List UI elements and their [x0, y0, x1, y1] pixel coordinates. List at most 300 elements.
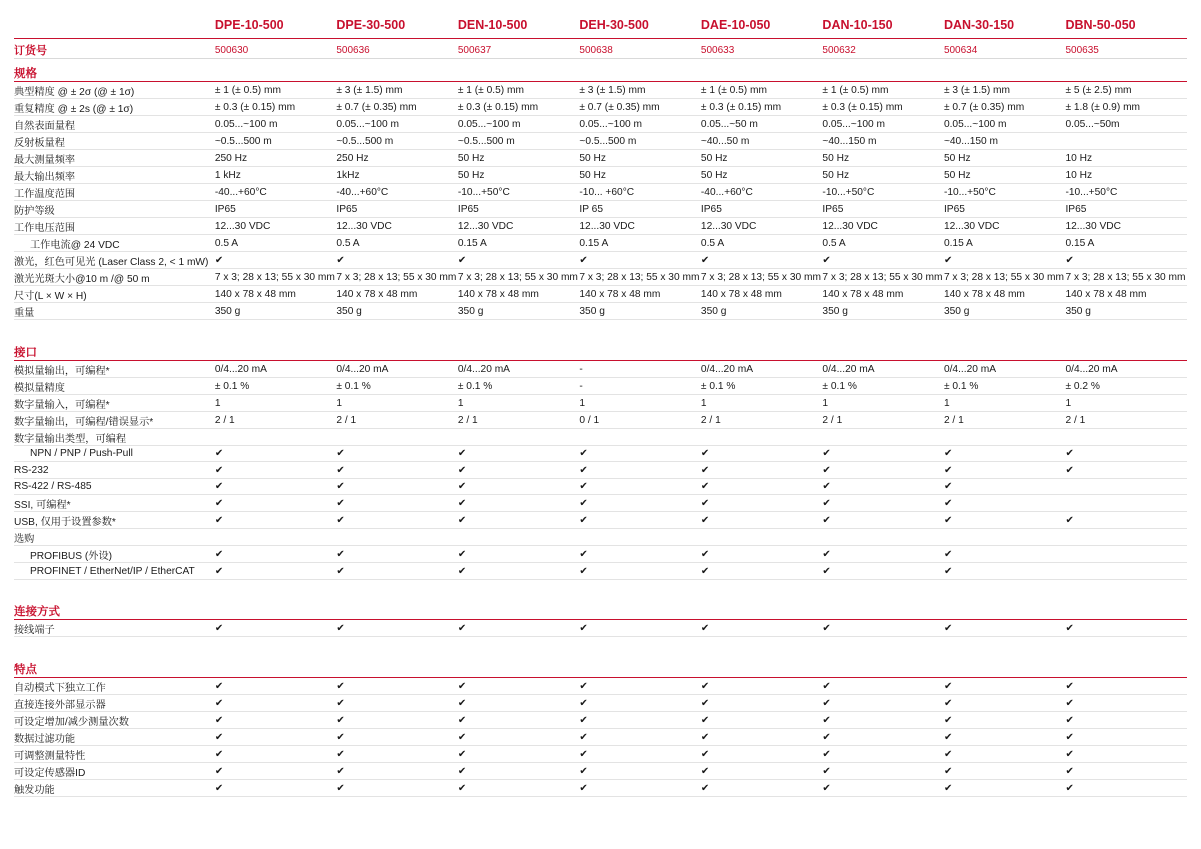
table-row — [14, 563, 1187, 580]
spec-cell: 0.05...~50 m — [701, 116, 823, 133]
spec-cell: 12...30 VDC — [1065, 218, 1187, 235]
spec-cell: 0.05...~100 m — [579, 116, 701, 133]
spec-cell: -10...+50°C — [944, 184, 1066, 201]
interface-row-label: SSI, 可编程* — [14, 495, 215, 512]
table-row — [14, 377, 1187, 394]
spec-cell: -40...+60°C — [701, 184, 823, 201]
feature-cell — [336, 711, 458, 728]
section-specifications-rule — [701, 59, 823, 82]
interface-cell: ± 0.1 % — [944, 377, 1066, 394]
connection-cell — [458, 620, 580, 637]
feature-cell — [215, 677, 337, 694]
check-icon: ✔ — [336, 782, 345, 794]
interface-cell — [336, 445, 458, 462]
section-interface-rule — [458, 338, 580, 361]
check-icon: ✔ — [822, 464, 831, 476]
interface-cell — [579, 445, 701, 462]
interface-cell: 2 / 1 — [215, 411, 337, 428]
feature-cell — [1065, 711, 1187, 728]
check-icon: ✔ — [1065, 765, 1074, 777]
table-row — [14, 394, 1187, 411]
check-icon: ✔ — [579, 623, 588, 635]
table-row — [14, 252, 1187, 269]
interface-cell — [1065, 529, 1187, 546]
interface-cell: 1 — [579, 394, 701, 411]
spec-cell: 350 g — [1065, 303, 1187, 320]
check-icon: ✔ — [700, 448, 710, 460]
interface-row-label: 选购 — [14, 529, 215, 546]
check-icon: ✔ — [700, 714, 710, 726]
interface-cell — [944, 445, 1066, 462]
table-row — [14, 694, 1187, 711]
spec-cell: 1kHz — [336, 167, 458, 184]
interface-row-label: PROFINET / EtherNet/IP / EtherCAT — [14, 563, 215, 580]
section-features-rule — [458, 655, 580, 678]
section-interface-rule — [1065, 338, 1187, 361]
feature-cell — [1065, 694, 1187, 711]
interface-cell — [336, 462, 458, 479]
spec-cell: 50 Hz — [701, 167, 823, 184]
interface-cell — [215, 546, 337, 563]
check-icon: ✔ — [457, 765, 467, 777]
check-icon: ✔ — [336, 549, 345, 561]
interface-cell — [579, 546, 701, 563]
feature-cell — [579, 711, 701, 728]
interface-row-label: 数字量输入，可编程* — [14, 394, 215, 411]
header-corner — [14, 18, 215, 39]
interface-cell — [822, 495, 944, 512]
feature-cell — [458, 745, 580, 762]
feature-cell — [944, 677, 1066, 694]
spec-cell — [822, 252, 944, 269]
spec-row-label: 激光，红色可见光 (Laser Class 2, < 1 mW) — [14, 252, 215, 269]
spec-row-label: 重复精度 @ ± 2s (@ ± 1σ) — [14, 99, 215, 116]
spec-cell: ± 1 (± 0.5) mm — [458, 82, 580, 99]
spec-cell: 12...30 VDC — [336, 218, 458, 235]
spec-cell: 50 Hz — [701, 150, 823, 167]
spec-cell: 50 Hz — [458, 167, 580, 184]
interface-cell — [822, 478, 944, 495]
spec-cell: 0.05...~50m — [1065, 116, 1187, 133]
feature-cell — [701, 728, 823, 745]
spec-cell: ± 0.3 (± 0.15) mm — [458, 99, 580, 116]
check-icon: ✔ — [700, 748, 710, 760]
spec-cell: 10 Hz — [1065, 167, 1187, 184]
order-number-value: 500634 — [944, 39, 1066, 59]
spec-cell: 12...30 VDC — [822, 218, 944, 235]
check-icon: ✔ — [1065, 464, 1074, 476]
interface-cell — [1065, 445, 1187, 462]
interface-cell: ± 0.1 % — [458, 377, 580, 394]
section-specifications-rule — [458, 59, 580, 82]
check-icon: ✔ — [943, 623, 953, 635]
section-interface-rule — [944, 338, 1066, 361]
spec-cell: ~40...50 m — [701, 133, 823, 150]
feature-cell — [458, 694, 580, 711]
feature-cell — [215, 728, 337, 745]
interface-cell — [822, 445, 944, 462]
interface-cell: 2 / 1 — [336, 411, 458, 428]
spec-cell: 10 Hz — [1065, 150, 1187, 167]
spec-cell: -10...+50°C — [822, 184, 944, 201]
interface-cell: 2 / 1 — [822, 411, 944, 428]
interface-row-label: 数字量输出类型，可编程 — [14, 428, 215, 445]
table-row — [14, 286, 1187, 303]
check-icon: ✔ — [700, 549, 710, 561]
table-row — [14, 711, 1187, 728]
check-icon: ✔ — [457, 515, 467, 527]
spec-cell — [458, 252, 580, 269]
check-icon: ✔ — [822, 515, 831, 527]
section-features — [14, 655, 1187, 678]
interface-cell — [458, 546, 580, 563]
feature-cell — [215, 694, 337, 711]
check-icon: ✔ — [700, 515, 710, 527]
order-number-row — [14, 39, 1187, 59]
check-icon: ✔ — [700, 697, 710, 709]
check-icon: ✔ — [214, 498, 224, 510]
feature-cell — [701, 677, 823, 694]
interface-cell — [215, 445, 337, 462]
interface-cell — [215, 462, 337, 479]
check-icon: ✔ — [943, 464, 953, 476]
interface-cell: 0/4...20 mA — [822, 360, 944, 377]
table-row — [14, 779, 1187, 796]
spec-cell: 12...30 VDC — [579, 218, 701, 235]
interface-cell: 0/4...20 mA — [701, 360, 823, 377]
check-icon: ✔ — [822, 255, 831, 266]
spec-cell: 140 x 78 x 48 mm — [944, 286, 1066, 303]
spec-cell: ~40...150 m — [822, 133, 944, 150]
spec-cell: 0.05...~100 m — [336, 116, 458, 133]
spec-cell — [1065, 133, 1187, 150]
spec-cell: 140 x 78 x 48 mm — [336, 286, 458, 303]
interface-cell: - — [579, 360, 701, 377]
spec-cell: 12...30 VDC — [215, 218, 337, 235]
interface-row-label: RS-422 / RS-485 — [14, 478, 215, 495]
spec-cell — [701, 252, 823, 269]
feature-row-label: 触发功能 — [14, 779, 215, 796]
check-icon: ✔ — [214, 623, 224, 635]
interface-row-label: RS-232 — [14, 462, 215, 479]
interface-cell — [336, 428, 458, 445]
spec-cell: ~0.5...500 m — [215, 133, 337, 150]
check-icon: ✔ — [579, 549, 588, 561]
connection-cell — [1065, 620, 1187, 637]
interface-row-label: 模拟量精度 — [14, 377, 215, 394]
check-icon: ✔ — [579, 748, 588, 760]
check-icon: ✔ — [457, 498, 467, 510]
connection-cell — [944, 620, 1066, 637]
section-specifications-rule — [336, 59, 458, 82]
spec-cell: 50 Hz — [822, 167, 944, 184]
interface-cell — [944, 529, 1066, 546]
check-icon: ✔ — [943, 748, 953, 760]
table-row — [14, 512, 1187, 529]
check-icon: ✔ — [579, 680, 588, 692]
section-features-rule — [336, 655, 458, 678]
order-number-value: 500635 — [1065, 39, 1187, 59]
section-specifications-rule — [1065, 59, 1187, 82]
interface-cell — [215, 495, 337, 512]
interface-cell: - — [579, 377, 701, 394]
spec-cell: 0.5 A — [336, 235, 458, 252]
check-icon: ✔ — [579, 255, 588, 266]
column-header-0: DPE-10-500 — [215, 18, 337, 39]
interface-cell — [701, 445, 823, 462]
interface-cell: 2 / 1 — [944, 411, 1066, 428]
section-interface-rule — [215, 338, 337, 361]
feature-cell — [336, 694, 458, 711]
check-icon: ✔ — [1065, 697, 1074, 709]
spec-cell: ± 0.3 (± 0.15) mm — [822, 99, 944, 116]
spec-cell: 350 g — [215, 303, 337, 320]
spec-cell — [944, 252, 1066, 269]
interface-cell: 1 — [822, 394, 944, 411]
table-row — [14, 184, 1187, 201]
check-icon: ✔ — [336, 255, 345, 266]
check-icon: ✔ — [700, 498, 710, 510]
interface-cell: 1 — [458, 394, 580, 411]
check-icon: ✔ — [822, 498, 831, 510]
table-row — [14, 745, 1187, 762]
interface-cell: 1 — [336, 394, 458, 411]
feature-cell — [822, 677, 944, 694]
interface-cell — [215, 529, 337, 546]
spec-row-label: 最大输出频率 — [14, 167, 215, 184]
spec-cell: 0.05...~100 m — [822, 116, 944, 133]
interface-cell: 1 — [1065, 394, 1187, 411]
section-features-rule — [215, 655, 337, 678]
specification-table — [14, 18, 1187, 797]
feature-cell — [1065, 762, 1187, 779]
check-icon: ✔ — [579, 765, 588, 777]
check-icon: ✔ — [457, 714, 467, 726]
interface-cell — [458, 495, 580, 512]
check-icon: ✔ — [943, 714, 953, 726]
feature-cell — [701, 745, 823, 762]
section-specifications-rule — [215, 59, 337, 82]
interface-cell — [822, 546, 944, 563]
interface-row-label: 数字量输出，可编程/错误显示* — [14, 411, 215, 428]
spec-cell: 0.05...~100 m — [944, 116, 1066, 133]
check-icon: ✔ — [943, 697, 953, 709]
section-interface-rule — [701, 338, 823, 361]
feature-cell — [822, 728, 944, 745]
check-icon: ✔ — [822, 680, 831, 692]
spec-row-label: 最大测量频率 — [14, 150, 215, 167]
order-number-value: 500633 — [701, 39, 823, 59]
interface-cell: 0/4...20 mA — [336, 360, 458, 377]
section-features-rule — [701, 655, 823, 678]
spec-cell: 350 g — [701, 303, 823, 320]
check-icon: ✔ — [457, 566, 467, 578]
section-interface-label: 接口 — [14, 338, 215, 361]
check-icon: ✔ — [214, 481, 224, 493]
feature-cell — [1065, 745, 1187, 762]
check-icon: ✔ — [1065, 623, 1074, 635]
table-row — [14, 235, 1187, 252]
spec-cell: 0.15 A — [1065, 235, 1187, 252]
feature-cell — [944, 779, 1066, 796]
feature-cell — [701, 762, 823, 779]
spec-cell: -10... +60°C — [579, 184, 701, 201]
feature-row-label: 可设定增加/减少测量次数 — [14, 711, 215, 728]
check-icon: ✔ — [336, 765, 345, 777]
spec-cell: 7 x 3; 28 x 13; 55 x 30 mm — [701, 269, 823, 286]
check-icon: ✔ — [457, 549, 467, 561]
check-icon: ✔ — [457, 782, 467, 794]
spec-row-label: 反射板量程 — [14, 133, 215, 150]
feature-cell — [822, 745, 944, 762]
spec-cell: ± 5 (± 2.5) mm — [1065, 82, 1187, 99]
check-icon: ✔ — [214, 731, 224, 743]
interface-cell — [336, 495, 458, 512]
table-row — [14, 269, 1187, 286]
interface-cell — [701, 462, 823, 479]
spec-cell: 7 x 3; 28 x 13; 55 x 30 mm — [579, 269, 701, 286]
spec-cell: 250 Hz — [215, 150, 337, 167]
interface-cell: 2 / 1 — [458, 411, 580, 428]
interface-cell — [701, 495, 823, 512]
interface-cell — [701, 546, 823, 563]
check-icon: ✔ — [457, 481, 467, 493]
section-specifications-rule — [822, 59, 944, 82]
interface-row-label: 模拟量输出，可编程* — [14, 360, 215, 377]
spec-cell: 350 g — [579, 303, 701, 320]
table-row — [14, 445, 1187, 462]
check-icon: ✔ — [214, 464, 224, 476]
spec-cell: ~0.5...500 m — [458, 133, 580, 150]
check-icon: ✔ — [336, 697, 345, 709]
spec-cell: ± 1 (± 0.5) mm — [701, 82, 823, 99]
table-row — [14, 546, 1187, 563]
feature-cell — [944, 694, 1066, 711]
check-icon: ✔ — [457, 448, 467, 460]
check-icon: ✔ — [700, 782, 710, 794]
table-row — [14, 677, 1187, 694]
interface-cell — [1065, 563, 1187, 580]
interface-cell — [944, 546, 1066, 563]
table-row — [14, 303, 1187, 320]
spec-cell: IP65 — [1065, 201, 1187, 218]
interface-cell — [1065, 546, 1187, 563]
table-row — [14, 495, 1187, 512]
section-interface-rule — [336, 338, 458, 361]
check-icon: ✔ — [943, 549, 953, 561]
spec-row-label: 工作温度范围 — [14, 184, 215, 201]
table-row — [14, 478, 1187, 495]
table-row — [14, 428, 1187, 445]
interface-cell — [579, 563, 701, 580]
interface-cell: 2 / 1 — [1065, 411, 1187, 428]
interface-cell — [822, 563, 944, 580]
feature-cell — [701, 694, 823, 711]
spec-row-label: 工作电压范围 — [14, 218, 215, 235]
spec-cell: 7 x 3; 28 x 13; 55 x 30 mm — [336, 269, 458, 286]
section-connection-rule — [822, 597, 944, 620]
interface-cell: 0 / 1 — [579, 411, 701, 428]
interface-cell: ± 0.1 % — [701, 377, 823, 394]
spec-cell: 0.15 A — [579, 235, 701, 252]
interface-cell — [215, 563, 337, 580]
spec-cell: 50 Hz — [944, 167, 1066, 184]
table-row — [14, 133, 1187, 150]
spec-row-label: 激光光斑大小@10 m /@ 50 m — [14, 269, 215, 286]
feature-cell — [579, 694, 701, 711]
spec-cell: 0.5 A — [822, 235, 944, 252]
spec-cell: 0.5 A — [215, 235, 337, 252]
check-icon: ✔ — [943, 515, 953, 527]
feature-cell — [458, 762, 580, 779]
order-number-value: 500637 — [458, 39, 580, 59]
check-icon: ✔ — [214, 714, 224, 726]
spec-cell: 0.05...~100 m — [215, 116, 337, 133]
table-row — [14, 620, 1187, 637]
spec-cell: 140 x 78 x 48 mm — [458, 286, 580, 303]
table-row — [14, 167, 1187, 184]
interface-cell — [579, 428, 701, 445]
column-header-6: DAN-30-150 — [944, 18, 1066, 39]
section-connection-rule — [701, 597, 823, 620]
interface-cell — [944, 563, 1066, 580]
feature-cell — [822, 711, 944, 728]
spec-cell: 7 x 3; 28 x 13; 55 x 30 mm — [944, 269, 1066, 286]
spec-cell — [336, 252, 458, 269]
interface-cell — [1065, 495, 1187, 512]
interface-cell: ± 0.2 % — [1065, 377, 1187, 394]
interface-cell: 0/4...20 mA — [944, 360, 1066, 377]
check-icon: ✔ — [700, 481, 710, 493]
check-icon: ✔ — [336, 515, 345, 527]
check-icon: ✔ — [336, 680, 345, 692]
section-connection-rule — [336, 597, 458, 620]
interface-cell — [579, 512, 701, 529]
interface-cell — [458, 428, 580, 445]
feature-cell — [944, 745, 1066, 762]
check-icon: ✔ — [214, 255, 224, 266]
interface-cell — [944, 428, 1066, 445]
check-icon: ✔ — [1065, 255, 1074, 266]
interface-cell — [701, 529, 823, 546]
table-row — [14, 762, 1187, 779]
section-interface-rule — [822, 338, 944, 361]
feature-row-label: 可调整测量特性 — [14, 745, 215, 762]
interface-cell — [579, 495, 701, 512]
order-number-value: 500632 — [822, 39, 944, 59]
spec-cell: 7 x 3; 28 x 13; 55 x 30 mm — [215, 269, 337, 286]
check-icon: ✔ — [943, 782, 953, 794]
interface-cell — [215, 512, 337, 529]
interface-cell — [579, 462, 701, 479]
spec-cell — [215, 252, 337, 269]
spec-cell: ± 0.7 (± 0.35) mm — [579, 99, 701, 116]
interface-cell — [336, 512, 458, 529]
section-features-rule — [944, 655, 1066, 678]
spec-cell: 7 x 3; 28 x 13; 55 x 30 mm — [458, 269, 580, 286]
feature-cell — [701, 711, 823, 728]
table-row — [14, 411, 1187, 428]
interface-cell — [336, 529, 458, 546]
check-icon: ✔ — [943, 680, 953, 692]
check-icon: ✔ — [336, 731, 345, 743]
feature-cell — [944, 728, 1066, 745]
interface-cell: 0/4...20 mA — [1065, 360, 1187, 377]
feature-cell — [215, 745, 337, 762]
spec-cell: IP65 — [701, 201, 823, 218]
check-icon: ✔ — [943, 448, 953, 460]
feature-cell — [215, 711, 337, 728]
